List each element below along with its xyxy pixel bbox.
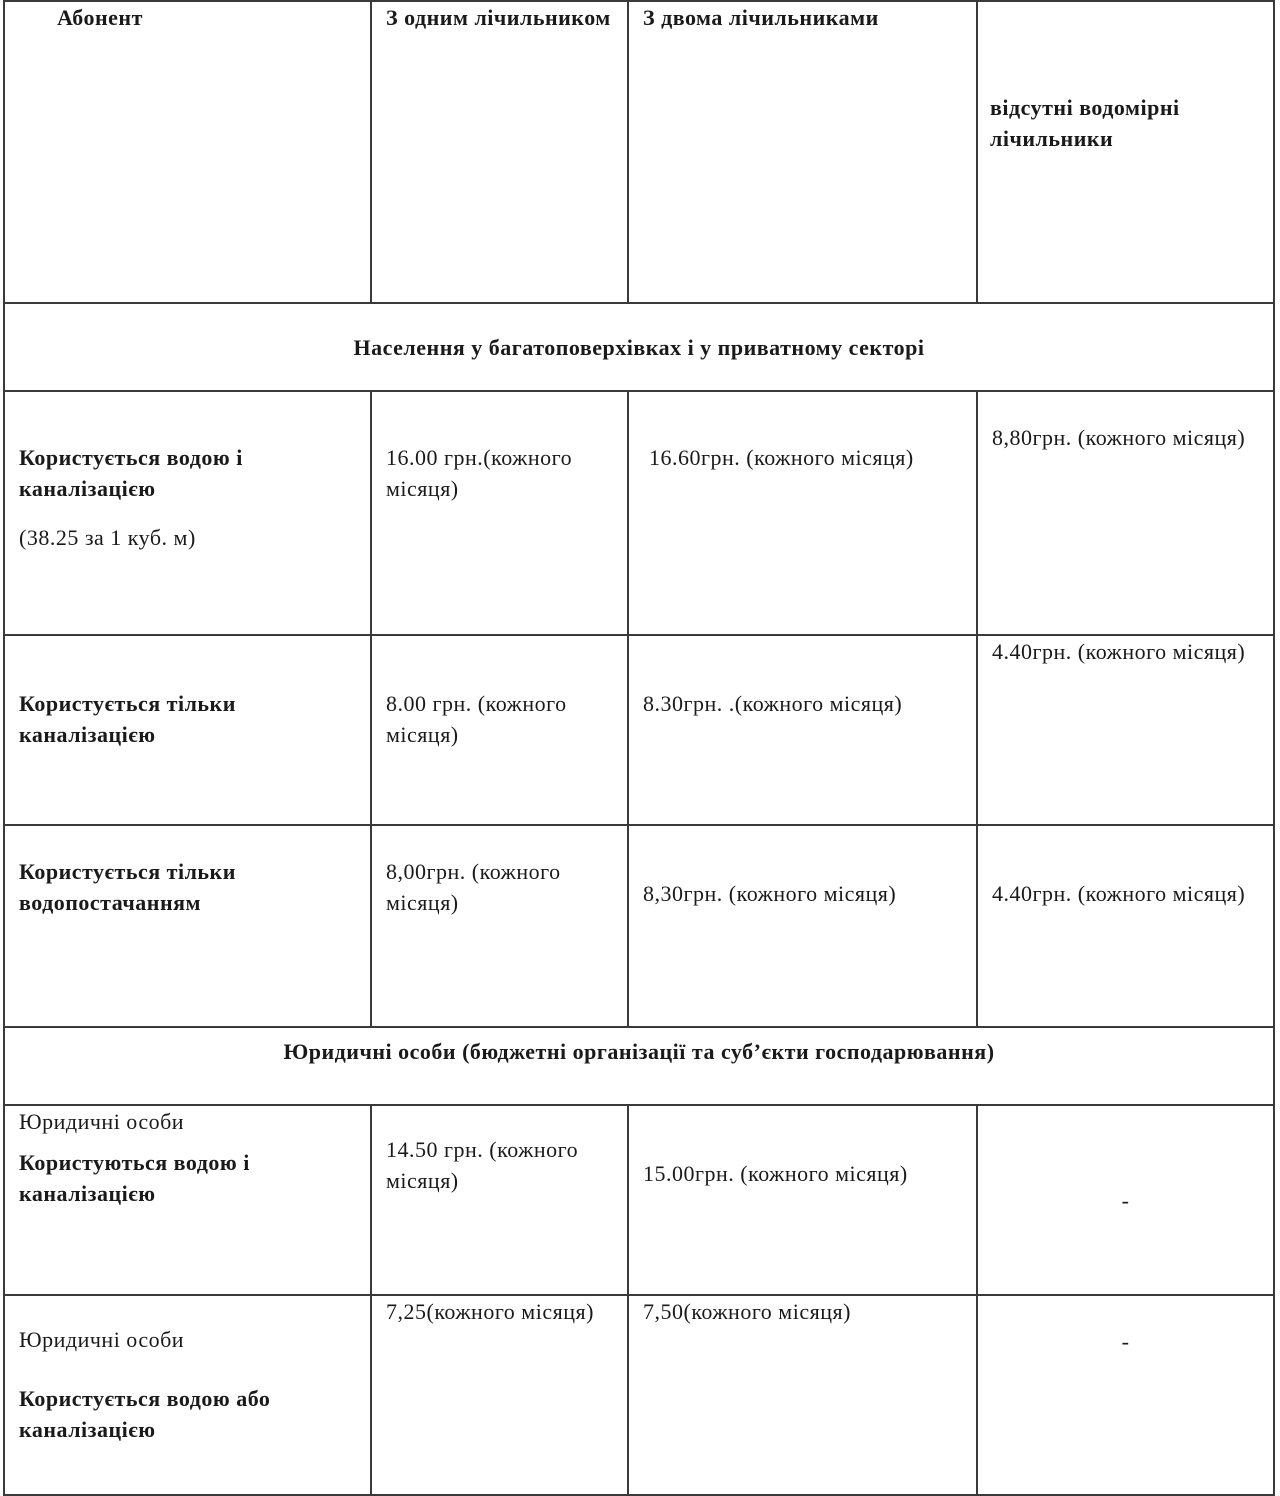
price-two-meters: 8.30грн. .(кожного місяця) [628, 635, 977, 825]
subscriber-cell [4, 1295, 371, 1495]
price-one-meter: 8,00грн. (кожного місяця) [371, 825, 628, 1027]
table-row [4, 1295, 1274, 1495]
subscriber-note: (38.25 за 1 куб. м) [19, 525, 196, 550]
price-one-meter: 16.00 грн.(кожного місяця) [371, 391, 628, 635]
header-subscriber: Абонент [4, 1, 371, 303]
section-row-population [4, 303, 1274, 391]
subscriber-label: Користується тільки каналізацією [4, 635, 371, 825]
price-no-meters: - [977, 1105, 1274, 1295]
price-two-meters: 16.60грн. (кожного місяця) [628, 391, 977, 635]
header-row [4, 1, 1274, 303]
table-row [4, 635, 1274, 825]
header-no-meters: відсутні водомірні лічильники [977, 1, 1274, 303]
price-no-meters: 8,80грн. (кожного місяця) [977, 391, 1274, 635]
price-one-meter: 14.50 грн. (кожного місяця) [371, 1105, 628, 1295]
tariff-table [3, 0, 1275, 1496]
price-one-meter: 8.00 грн. (кожного місяця) [371, 635, 628, 825]
subscriber-prefix: Юридичні особи [19, 1327, 185, 1352]
price-two-meters: 7,50(кожного місяця) [628, 1295, 977, 1495]
subscriber-cell [4, 1105, 371, 1295]
header-two-meters: З двома лічильниками [628, 1, 977, 303]
subscriber-label: Користується водою і каналізацією [19, 445, 243, 501]
subscriber-label: Користуються водою і каналізацією [19, 1150, 250, 1206]
header-one-meter: З одним лічильником [371, 1, 628, 303]
price-no-meters: 4.40грн. (кожного місяця) [977, 635, 1274, 825]
price-no-meters: 4.40грн. (кожного місяця) [977, 825, 1274, 1027]
subscriber-cell [4, 391, 371, 635]
price-one-meter: 7,25(кожного місяця) [371, 1295, 628, 1495]
section-title-legal: Юридичні особи (бюджетні організації та суб’єкти господарювання) [4, 1027, 1274, 1105]
price-no-meters: - [977, 1295, 1274, 1495]
subscriber-label: Користується водою або каналізацією [19, 1386, 271, 1442]
subscriber-label: Користується тільки водопостачанням [4, 825, 371, 1027]
table-row [4, 825, 1274, 1027]
price-two-meters: 8,30грн. (кожного місяця) [628, 825, 977, 1027]
section-title-population: Населення у багатоповерхівках і у приватному секторі [4, 303, 1274, 391]
subscriber-prefix: Юридичні особи [19, 1109, 185, 1134]
table-row [4, 391, 1274, 635]
price-two-meters: 15.00грн. (кожного місяця) [628, 1105, 977, 1295]
table-row [4, 1105, 1274, 1295]
section-row-legal [4, 1027, 1274, 1105]
